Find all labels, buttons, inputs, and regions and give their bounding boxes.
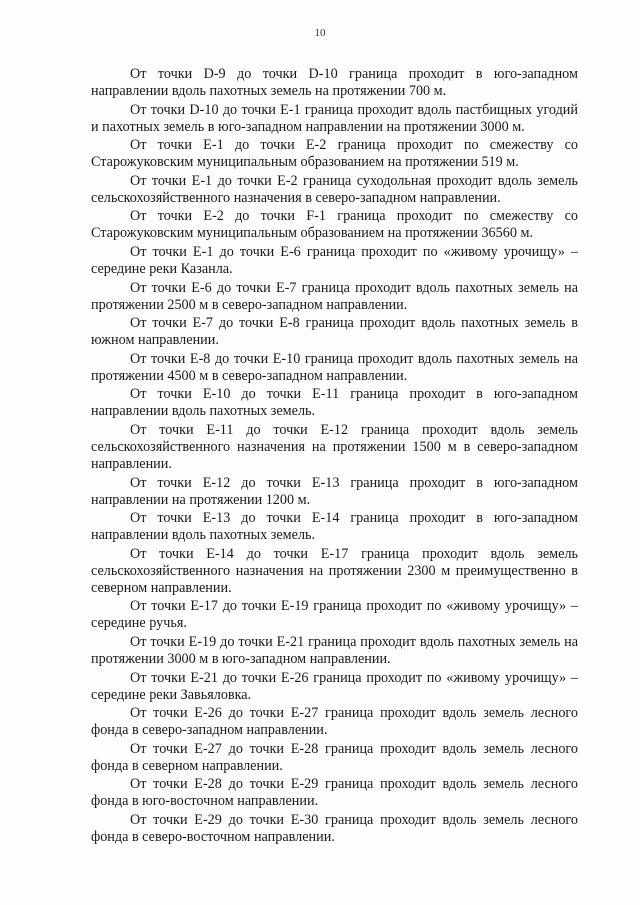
paragraph: От точки E-14 до точки E-17 граница проходит вдоль земель сельскохозяйственного назначения на протяжении 2300 м преимущественно в северном направлении. — [91, 545, 578, 596]
paragraph: От точки E-12 до точки E-13 граница проходит в юго-западном направлении на протяжении 1200 м. — [91, 474, 578, 508]
paragraph: От точки E-13 до точки E-14 граница проходит в юго-западном направлении вдоль пахотных земель. — [91, 510, 578, 544]
paragraph: От точки E-19 до точки E-21 граница проходит вдоль пахотных земель на протяжении 3000 м в юго-западном направлении. — [91, 633, 578, 667]
paragraph: От точки E-26 до точки E-27 граница проходит вдоль земель лесного фонда в северо-западном направлении. — [91, 705, 578, 739]
paragraph: От точки E-10 до точки E-11 граница проходит в юго-западном направлении вдоль пахотных земель. — [91, 386, 578, 420]
paragraph: От точки E-8 до точки E-10 граница проходит вдоль пахотных земель на протяжении 4500 м в северо-западном направлении. — [91, 350, 578, 384]
paragraph: От точки D-10 до точки E-1 граница проходит вдоль пастбищных угодий и пахотных земель в юго-западном направлении на протяжении 3000 м. — [91, 101, 578, 135]
paragraph: От точки E-11 до точки E-12 граница проходит вдоль земель сельскохозяйственного назначения на протяжении 1500 м в северо-западном направлении. — [91, 421, 578, 472]
paragraph: От точки D-9 до точки D-10 граница проходит в юго-западном направлении вдоль пахотных земель на протяжении 700 м. — [91, 66, 578, 99]
paragraph: От точки E-17 до точки E-19 граница проходит по «живому урочищу» – середине ручья. — [91, 598, 578, 632]
paragraph: От точки E-7 до точки E-8 граница проходит вдоль пахотных земель в южном направлении. — [91, 315, 578, 349]
paragraph: От точки E-1 до точки E-2 граница суходольная проходит вдоль земель сельскохозяйственного назначения в северо-западном направлении. — [91, 172, 578, 206]
paragraph: От точки E-21 до точки E-26 граница проходит по «живому урочищу» – середине реки Завьяловка. — [91, 669, 578, 703]
paragraph: От точки E-29 до точки E-30 граница проходит вдоль земель лесного фонда в северо-восточном направлении. — [91, 811, 578, 845]
paragraph: От точки E-28 до точки E-29 граница проходит вдоль земель лесного фонда в юго-восточном направлении. — [91, 776, 578, 810]
paragraph: От точки E-27 до точки E-28 граница проходит вдоль земель лесного фонда в северном направлении. — [91, 740, 578, 774]
paragraph: От точки E-1 до точки E-6 граница проходит по «живому урочищу» – середине реки Казанла. — [91, 243, 578, 277]
page-number: 10 — [314, 27, 326, 39]
paragraph: От точки E-6 до точки E-7 граница проходит вдоль пахотных земель на протяжении 2500 м в северо-западном направлении. — [91, 279, 578, 313]
paragraph: От точки E-1 до точки E-2 граница проходит по смежеству со Старожуковским муниципальным образованием на протяжении 519 м. — [91, 137, 578, 171]
paragraph: От точки E-2 до точки F-1 граница проходит по смежеству со Старожуковским муниципальным образованием на протяжении 36560 м. — [91, 208, 578, 242]
document-body — [91, 66, 578, 847]
